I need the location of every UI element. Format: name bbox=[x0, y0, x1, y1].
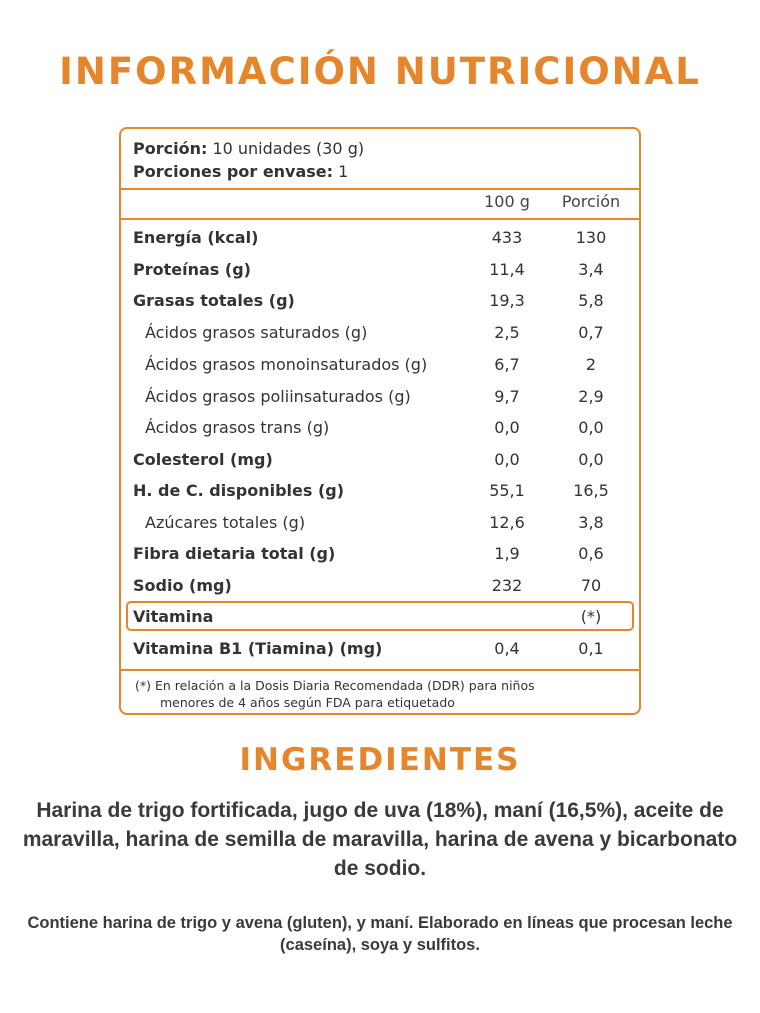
row-value-100g: 0,0 bbox=[494, 418, 520, 437]
table-row bbox=[121, 571, 639, 603]
footnote-line: menores de 4 años según FDA para etiquetado bbox=[160, 695, 455, 710]
row-label: Vitamina bbox=[133, 607, 214, 626]
row-label: Azúcares totales (g) bbox=[145, 513, 306, 532]
ingredients-text: Harina de trigo fortificada, jugo de uva (18%), maní (16,5%), aceite de maravilla, harina de semilla de maravilla, harina de avena y bicarbonato de sodio. bbox=[22, 799, 738, 880]
row-value-portion: 0,0 bbox=[578, 450, 604, 469]
row-value-100g: 11,4 bbox=[489, 260, 525, 279]
row-value-portion: 0,0 bbox=[578, 418, 604, 437]
table-row bbox=[121, 318, 639, 350]
row-label: Colesterol (mg) bbox=[133, 450, 273, 469]
row-value-portion: 3,8 bbox=[578, 513, 604, 532]
row-value-100g: 0,4 bbox=[494, 639, 520, 658]
table-row bbox=[121, 413, 639, 445]
row-label: Ácidos grasos poliinsaturados (g) bbox=[145, 387, 411, 406]
row-value-portion: (*) bbox=[580, 607, 602, 626]
row-value-portion: 0,1 bbox=[578, 639, 604, 658]
row-label: Vitamina B1 (Tiamina) (mg) bbox=[133, 639, 383, 658]
footnote-line: (*) En relación a la Dosis Diaria Recomendada (DDR) para niños bbox=[135, 678, 535, 693]
row-label: Ácidos grasos trans (g) bbox=[145, 418, 330, 437]
row-value-100g: 433 bbox=[491, 228, 523, 247]
row-label: Ácidos grasos monoinsaturados (g) bbox=[145, 355, 428, 374]
row-label: Energía (kcal) bbox=[133, 228, 259, 247]
table-row bbox=[121, 508, 639, 540]
row-value-portion: 70 bbox=[580, 576, 602, 595]
servings-per-container-label: Porciones por envase: bbox=[133, 162, 334, 181]
table-row bbox=[121, 382, 639, 414]
footnote bbox=[135, 677, 535, 711]
row-value-portion: 0,7 bbox=[578, 323, 604, 342]
row-value-portion: 130 bbox=[575, 228, 607, 247]
row-value-100g: 9,7 bbox=[494, 387, 520, 406]
row-value-100g: 55,1 bbox=[489, 481, 525, 500]
table-row bbox=[121, 286, 639, 318]
column-header-100g: 100 g bbox=[484, 192, 530, 211]
row-value-portion: 2,9 bbox=[578, 387, 604, 406]
row-value-portion: 3,4 bbox=[578, 260, 604, 279]
table-row bbox=[121, 255, 639, 287]
row-value-100g: 19,3 bbox=[489, 291, 525, 310]
row-value-portion: 2 bbox=[585, 355, 597, 374]
servings-per-container-value: 1 bbox=[338, 162, 349, 181]
row-label: Grasas totales (g) bbox=[133, 291, 295, 310]
table-row bbox=[121, 350, 639, 382]
divider bbox=[121, 218, 639, 220]
row-value-100g: 6,7 bbox=[494, 355, 520, 374]
column-header-portion: Porción bbox=[561, 192, 621, 211]
row-value-portion: 5,8 bbox=[578, 291, 604, 310]
row-label: H. de C. disponibles (g) bbox=[133, 481, 345, 500]
serving-info bbox=[133, 137, 364, 183]
ingredients-title: INGREDIENTES bbox=[239, 742, 521, 778]
nutrition-facts-panel bbox=[119, 127, 641, 715]
row-value-100g: 12,6 bbox=[489, 513, 525, 532]
nutrition-title: INFORMACIÓN NUTRICIONAL bbox=[59, 50, 701, 93]
row-value-100g: 2,5 bbox=[494, 323, 520, 342]
table-row bbox=[121, 476, 639, 508]
table-row bbox=[121, 634, 639, 666]
serving-value: 10 unidades (30 g) bbox=[212, 139, 365, 158]
table-row bbox=[121, 445, 639, 477]
row-label: Proteínas (g) bbox=[133, 260, 251, 279]
divider bbox=[121, 188, 639, 190]
row-label: Ácidos grasos saturados (g) bbox=[145, 323, 368, 342]
serving-label: Porción: bbox=[133, 139, 208, 158]
table-row bbox=[121, 539, 639, 571]
row-value-portion: 0,6 bbox=[578, 544, 604, 563]
table-row bbox=[121, 602, 639, 634]
row-value-portion: 16,5 bbox=[573, 481, 609, 500]
row-label: Sodio (mg) bbox=[133, 576, 232, 595]
row-value-100g: 1,9 bbox=[494, 544, 520, 563]
allergens-text: Contiene harina de trigo y avena (gluten), y maní. Elaborado en líneas que procesan leche (caseína), soya y sulfitos. bbox=[27, 914, 733, 954]
table-row bbox=[121, 223, 639, 255]
row-value-100g: 0,0 bbox=[494, 450, 520, 469]
divider bbox=[121, 669, 639, 671]
row-value-100g: 232 bbox=[491, 576, 523, 595]
row-label: Fibra dietaria total (g) bbox=[133, 544, 336, 563]
